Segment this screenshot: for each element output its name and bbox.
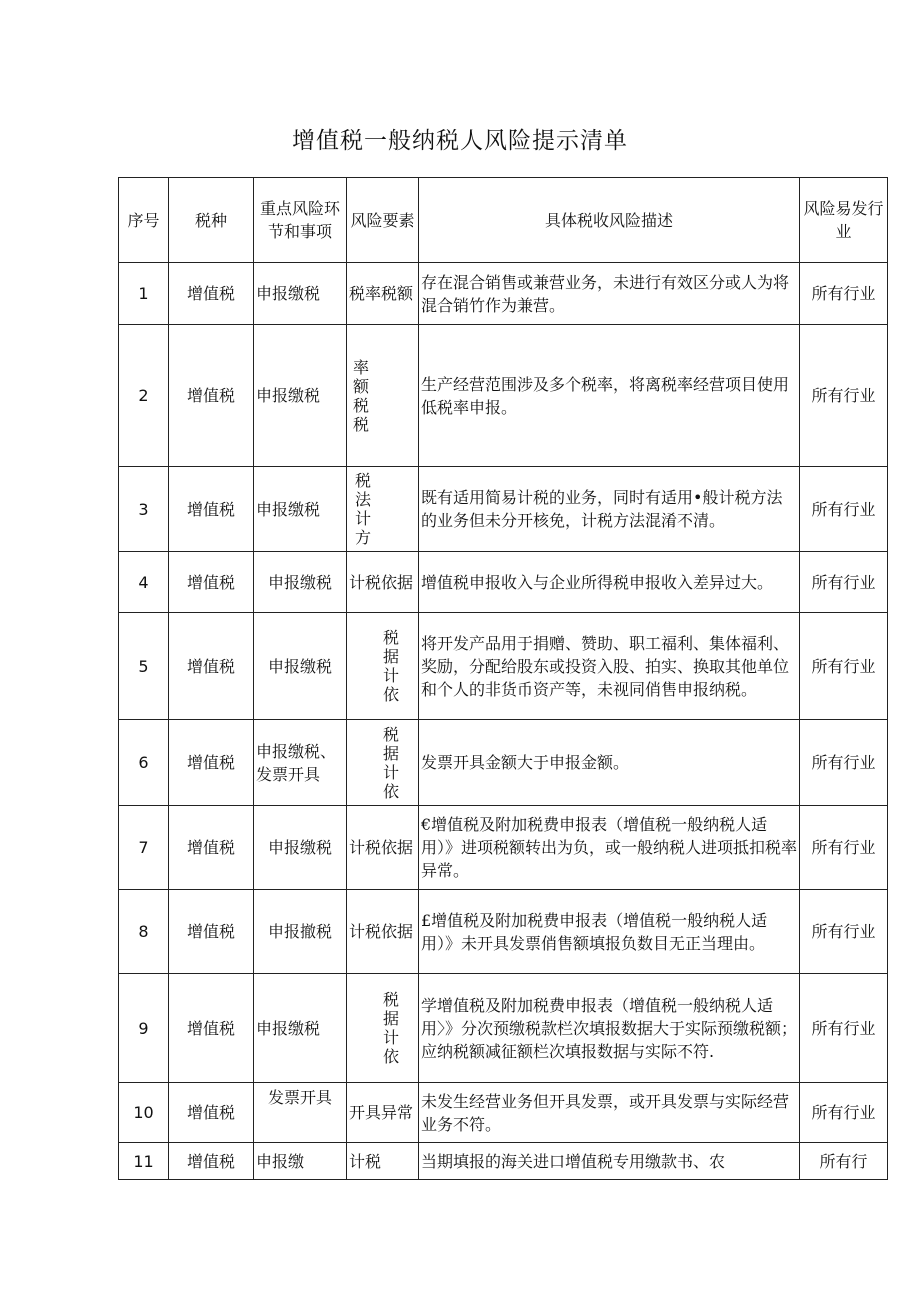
row-no: 10 [119, 1083, 169, 1143]
table-row [119, 325, 888, 467]
table-row [119, 974, 888, 1083]
row-tax: 增值税 [169, 467, 254, 552]
header-industry: 风险易发行业 [800, 178, 888, 263]
table-row [119, 1143, 888, 1180]
row-industry: 所有行业 [800, 263, 888, 325]
row-element: 率额税税 [352, 357, 369, 434]
table-row [119, 467, 888, 552]
row-desc: 当期填报的海关进口增值税专用缴款书、农 [419, 1143, 800, 1180]
row-node: 申报缴税 [254, 263, 347, 325]
row-element: 计税 [347, 1143, 419, 1180]
row-element-cell [347, 467, 419, 552]
row-node: 申报缴税、发票开具 [254, 720, 347, 806]
row-no: 9 [119, 974, 169, 1083]
row-tax: 增值税 [169, 325, 254, 467]
row-element-cell [347, 720, 419, 806]
row-element: 计税依据 [347, 806, 419, 890]
row-element: 税率税额 [347, 263, 419, 325]
row-desc: £增值税及附加税费申报表（增值税一般纳税人适用）》未开具发票俏售额填报负数目无正当理由。 [419, 890, 800, 974]
row-node: 申报撤税 [254, 890, 347, 974]
row-node: 申报缴税 [254, 613, 347, 720]
row-tax: 增值税 [169, 613, 254, 720]
row-tax: 增值税 [169, 974, 254, 1083]
row-desc: 学增值税及附加税费申报表（增值税一般纳税人适用〉》分次预缴税款栏次填报数据大于实际预缴税额；应纳税额减征额栏次填报数据与实际不符. [419, 974, 800, 1083]
table-row [119, 890, 888, 974]
row-industry: 所有行业 [800, 720, 888, 806]
row-industry: 所有行业 [800, 325, 888, 467]
row-industry: 所有行业 [800, 890, 888, 974]
table-row [119, 1083, 888, 1143]
row-desc: 将开发产品用于捐赠、赞助、职工福利、集体福利、奖励，分配给股东或投资入股、拍实、换取其他单位和个人的非货币资产等，未视同俏售申报纳税。 [419, 613, 800, 720]
row-no: 2 [119, 325, 169, 467]
row-node: 申报缴 [254, 1143, 347, 1180]
row-node: 申报缴税 [254, 974, 347, 1083]
header-tax: 税种 [169, 178, 254, 263]
row-no: 11 [119, 1143, 169, 1180]
row-no: 3 [119, 467, 169, 552]
row-node: 申报缴税 [254, 552, 347, 613]
table-row [119, 720, 888, 806]
table-row [119, 552, 888, 613]
header-no: 序号 [119, 178, 169, 263]
row-tax: 增值税 [169, 720, 254, 806]
header-desc: 具体税收风险描述 [419, 178, 800, 263]
row-element-cell [347, 613, 419, 720]
table-row [119, 613, 888, 720]
row-node: 申报缴税 [254, 325, 347, 467]
row-no: 4 [119, 552, 169, 613]
row-element: 计税依据 [347, 552, 419, 613]
row-tax: 增值税 [169, 1143, 254, 1180]
row-industry: 所有行业 [800, 552, 888, 613]
row-element: 税据计依 [382, 628, 399, 704]
row-desc: 生产经营范围涉及多个税率，将离税率经营项目使用低税率申报。 [419, 325, 800, 467]
row-no: 7 [119, 806, 169, 890]
row-industry: 所有行业 [800, 613, 888, 720]
row-industry: 所有行业 [800, 974, 888, 1083]
row-element: 税据计依 [382, 990, 399, 1066]
table-row [119, 263, 888, 325]
row-no: 6 [119, 720, 169, 806]
row-node: 申报缴税 [254, 467, 347, 552]
row-no: 5 [119, 613, 169, 720]
row-tax: 增值税 [169, 890, 254, 974]
row-tax: 增值税 [169, 1083, 254, 1143]
row-desc: 增值税申报收入与企业所得税申报收入差异过大。 [419, 552, 800, 613]
table-header-row [119, 178, 888, 263]
row-element: 计税依据 [347, 890, 419, 974]
row-element-cell [347, 325, 419, 467]
header-node: 重点风险环节和事项 [254, 178, 347, 263]
row-industry: 所有行业 [800, 806, 888, 890]
table-row [119, 806, 888, 890]
header-element: 风险要素 [347, 178, 419, 263]
row-element: 税法计方 [354, 471, 371, 547]
row-element: 开具异常 [347, 1083, 419, 1143]
row-desc: €增值税及附加税费申报表（增值税一般纳税人适用）》进项税额转出为负，或一般纳税人进项抵扣税率异常。 [419, 806, 800, 890]
row-desc: 发票开具金额大于申报金额。 [419, 720, 800, 806]
row-industry: 所有行业 [800, 467, 888, 552]
row-node: 发票开具 [254, 1083, 347, 1143]
row-industry: 所有行 [800, 1143, 888, 1180]
row-node: 申报缴税 [254, 806, 347, 890]
row-element: 税据计依 [382, 724, 399, 801]
page-title: 增值税一般纳税人风险提示清单 [292, 128, 628, 154]
row-no: 1 [119, 263, 169, 325]
row-desc: 存在混合销售或兼营业务，未进行有效区分或人为将混合销竹作为兼营。 [419, 263, 800, 325]
row-no: 8 [119, 890, 169, 974]
risk-table [118, 177, 888, 1180]
row-tax: 增值税 [169, 806, 254, 890]
row-desc: 既有适用简易计税的业务，同时有适用•般计税方法的业务但未分开核免，计税方法混淆不清。 [419, 467, 800, 552]
row-desc: 未发生经营业务但开具发票，或开具发票与实际经营业务不符。 [419, 1083, 800, 1143]
row-tax: 增值税 [169, 552, 254, 613]
row-tax: 增值税 [169, 263, 254, 325]
row-element-cell [347, 974, 419, 1083]
row-industry: 所有行业 [800, 1083, 888, 1143]
